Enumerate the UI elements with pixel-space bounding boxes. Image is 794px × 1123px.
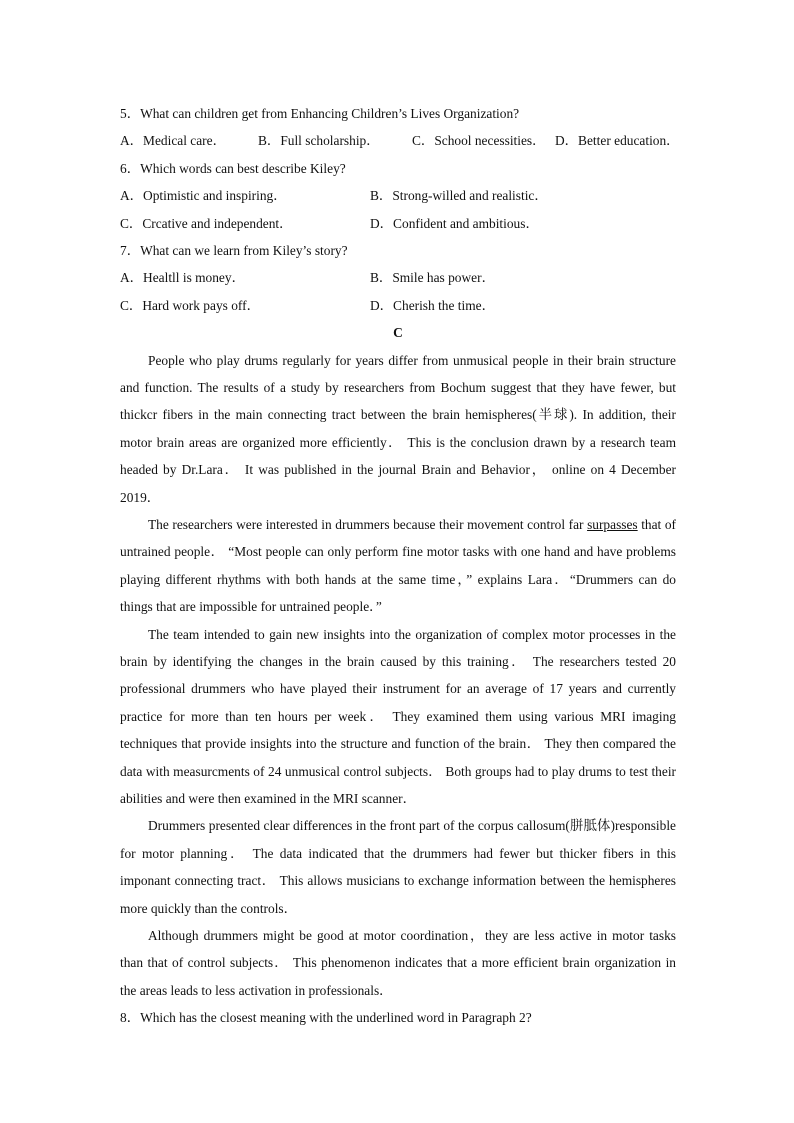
passage-paragraph-5: Although drummers might be good at motor coordination，they are less active in motor tasks than that of control subjects． This phenomenon indicates that a more efficient brain organization in the areas leads to less activation in professionals．	[120, 928, 676, 998]
question-7-stem: 7．What can we learn from Kiley’s story?	[120, 242, 348, 258]
question-6-option-d[interactable]: D．Confident and ambitious．	[370, 215, 539, 231]
question-6-stem: 6．Which words can best describe Kiley?	[120, 160, 346, 176]
question-6-options-row1	[120, 182, 676, 209]
passage-paragraph-2	[120, 511, 676, 621]
question-6-option-a[interactable]: A．Optimistic and inspiring．	[120, 188, 287, 204]
question-5-option-b[interactable]: B．Full scholarship．	[258, 133, 380, 149]
passage-paragraph-1: People who play drums regularly for years differ from unmusical people in their brain structure and function. The results of a study by researchers from Bochum suggest that they have fewer, but thickcr fibers in the main connecting tract between the brain hemispheres(半球). In addition, their motor brain areas are organized more efficiently． This is the conclusion drawn by a research team headed by Dr.Lara． It was published in the journal Brain and Behavior， online on 4 December 2019．	[120, 352, 676, 505]
question-6-option-b[interactable]: B．Strong-willed and realistic．	[370, 188, 548, 204]
question-5-option-d[interactable]: D．Better education．	[555, 133, 680, 149]
question-7-option-d[interactable]: D．Cherish the time．	[370, 297, 495, 313]
passage-paragraph-3: The team intended to gain new insights into the organization of complex motor processes in the brain by identifying the changes in the brain caused by this training． The researchers tested 20 professional drummers who have played their instrument for an average of 17 years and currently practice for more than ten hours per week． They examined them using various MRI imaging techniques that provide insights into the structure and function of the brain． They then compared the data with measurcments of 24 unmusical control subjects． Both groups had to play drums to test their abilities and were then examined in the MRI scanner．	[120, 626, 676, 807]
question-7-options-row2	[120, 292, 676, 319]
underlined-word: surpasses	[587, 516, 638, 532]
question-5-stem: 5．What can children get from Enhancing Children’s Lives Organization?	[120, 106, 520, 121]
paragraph-2-text-before: The researchers were interested in drummers because their movement control far	[148, 516, 588, 532]
question-7-option-c[interactable]: C．Hard work pays off．	[120, 297, 260, 313]
passage-paragraph-4: Drummers presented clear differences in the front part of the corpus callosum(胼胝体)responsible for motor planning． The data indicated that the drummers had fewer but thicker fibers in this imponant connecting tract． This allows musicians to exchange information between the hemispheres more quickly than the controls．	[120, 818, 676, 916]
question-8-stem: 8．Which has the closest meaning with the underlined word in Paragraph 2?	[120, 1010, 532, 1026]
question-5-option-a[interactable]: A．Medical care．	[120, 133, 226, 149]
question-6-options-row2	[120, 210, 676, 237]
question-7-option-b[interactable]: B．Smile has power．	[370, 270, 495, 286]
question-7-options-row1	[120, 264, 676, 291]
section-c-title: C	[393, 325, 403, 341]
question-7-option-a[interactable]: A．Healtll is money．	[120, 270, 245, 286]
question-5-options	[120, 127, 680, 154]
paragraph-2-text-after: that of untrained people． “Most people can only perform fine motor tasks with one hand and have problems playing different rhythms with both hands at the same time，” explains Lara．“Drummers can do things that are impossible for untrained people．”	[120, 516, 676, 615]
exam-page	[120, 100, 680, 1032]
question-5-option-c[interactable]: C．School necessities．	[412, 133, 546, 149]
question-6-option-c[interactable]: C．Crcative and independent．	[120, 215, 293, 231]
